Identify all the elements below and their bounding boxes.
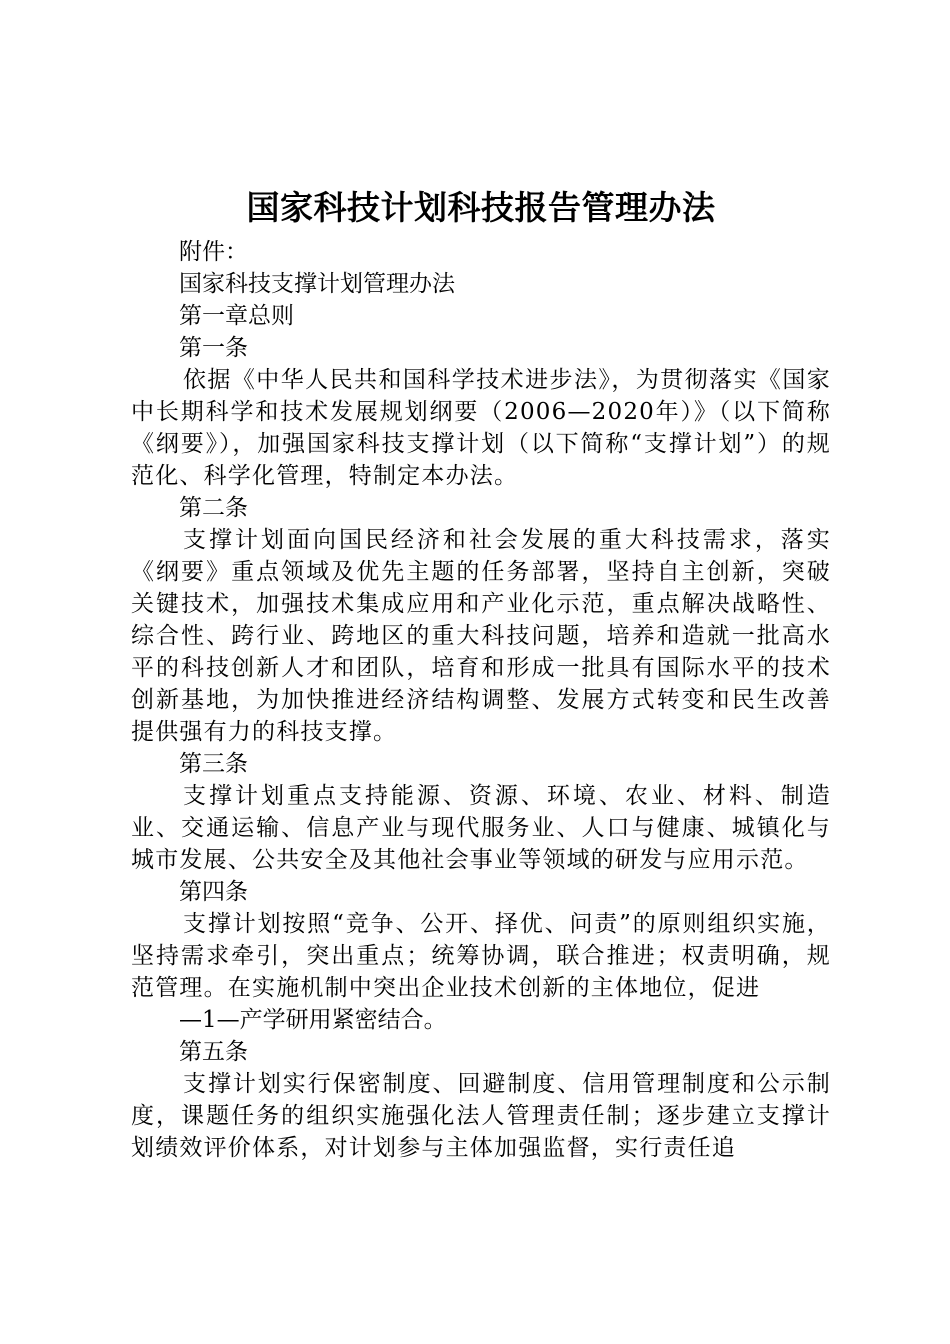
article-paragraph: 支撑计划按照“竞争、公开、择优、问责”的原则组织实施，坚持需求牵引，突出重点；统筹协调，联合推进；权责明确，规范管理。在实施机制中突出企业技术创新的主体地位，促进 bbox=[131, 911, 831, 1001]
article-heading: 第四条 bbox=[179, 879, 248, 905]
article-heading: 第二条 bbox=[179, 495, 248, 521]
page-break-line: —1—产学研用紧密结合。 bbox=[179, 1007, 447, 1033]
article-heading: 第三条 bbox=[179, 751, 248, 777]
article-paragraph: 支撑计划实行保密制度、回避制度、信用管理制度和公示制度，课题任务的组织实施强化法人管理责任制；逐步建立支撑计划绩效评价体系，对计划参与主体加强监督，实行责任追 bbox=[131, 1071, 831, 1161]
document-title: 国家科技计划科技报告管理办法 bbox=[246, 188, 716, 227]
chapter-heading: 第一章总则 bbox=[179, 303, 294, 329]
article-heading: 第五条 bbox=[179, 1039, 248, 1065]
article-paragraph: 支撑计划面向国民经济和社会发展的重大科技需求，落实《纲要》重点领域及优先主题的任务部署，坚持自主创新，突破关键技术，加强技术集成应用和产业化示范，重点解决战略性、综合性、跨行业、跨地区的重大科技问题，培养和造就一批高水平的科技创新人才和团队，培育和形成一批具有国际水平的技术创新基地，为加快推进经济结构调整、发展方式转变和民生改善提供强有力的科技支撑。 bbox=[131, 527, 831, 745]
document-page bbox=[131, 186, 831, 1164]
document-subtitle: 国家科技支撑计划管理办法 bbox=[179, 271, 455, 297]
article-paragraph: 支撑计划重点支持能源、资源、环境、农业、材料、制造业、交通运输、信息产业与现代服务业、人口与健康、城镇化与城市发展、公共安全及其他社会事业等领域的研发与应用示范。 bbox=[131, 783, 831, 873]
article-heading: 第一条 bbox=[179, 335, 248, 361]
article-paragraph: 依据《中华人民共和国科学技术进步法》，为贯彻落实《国家中长期科学和技术发展规划纲要（2006—2020年）》（以下简称《纲要》），加强国家科技支撑计划（以下简称“支撑计划”）的规范化、科学化管理，特制定本办法。 bbox=[131, 367, 831, 489]
attachment-label: 附件： bbox=[179, 239, 248, 265]
